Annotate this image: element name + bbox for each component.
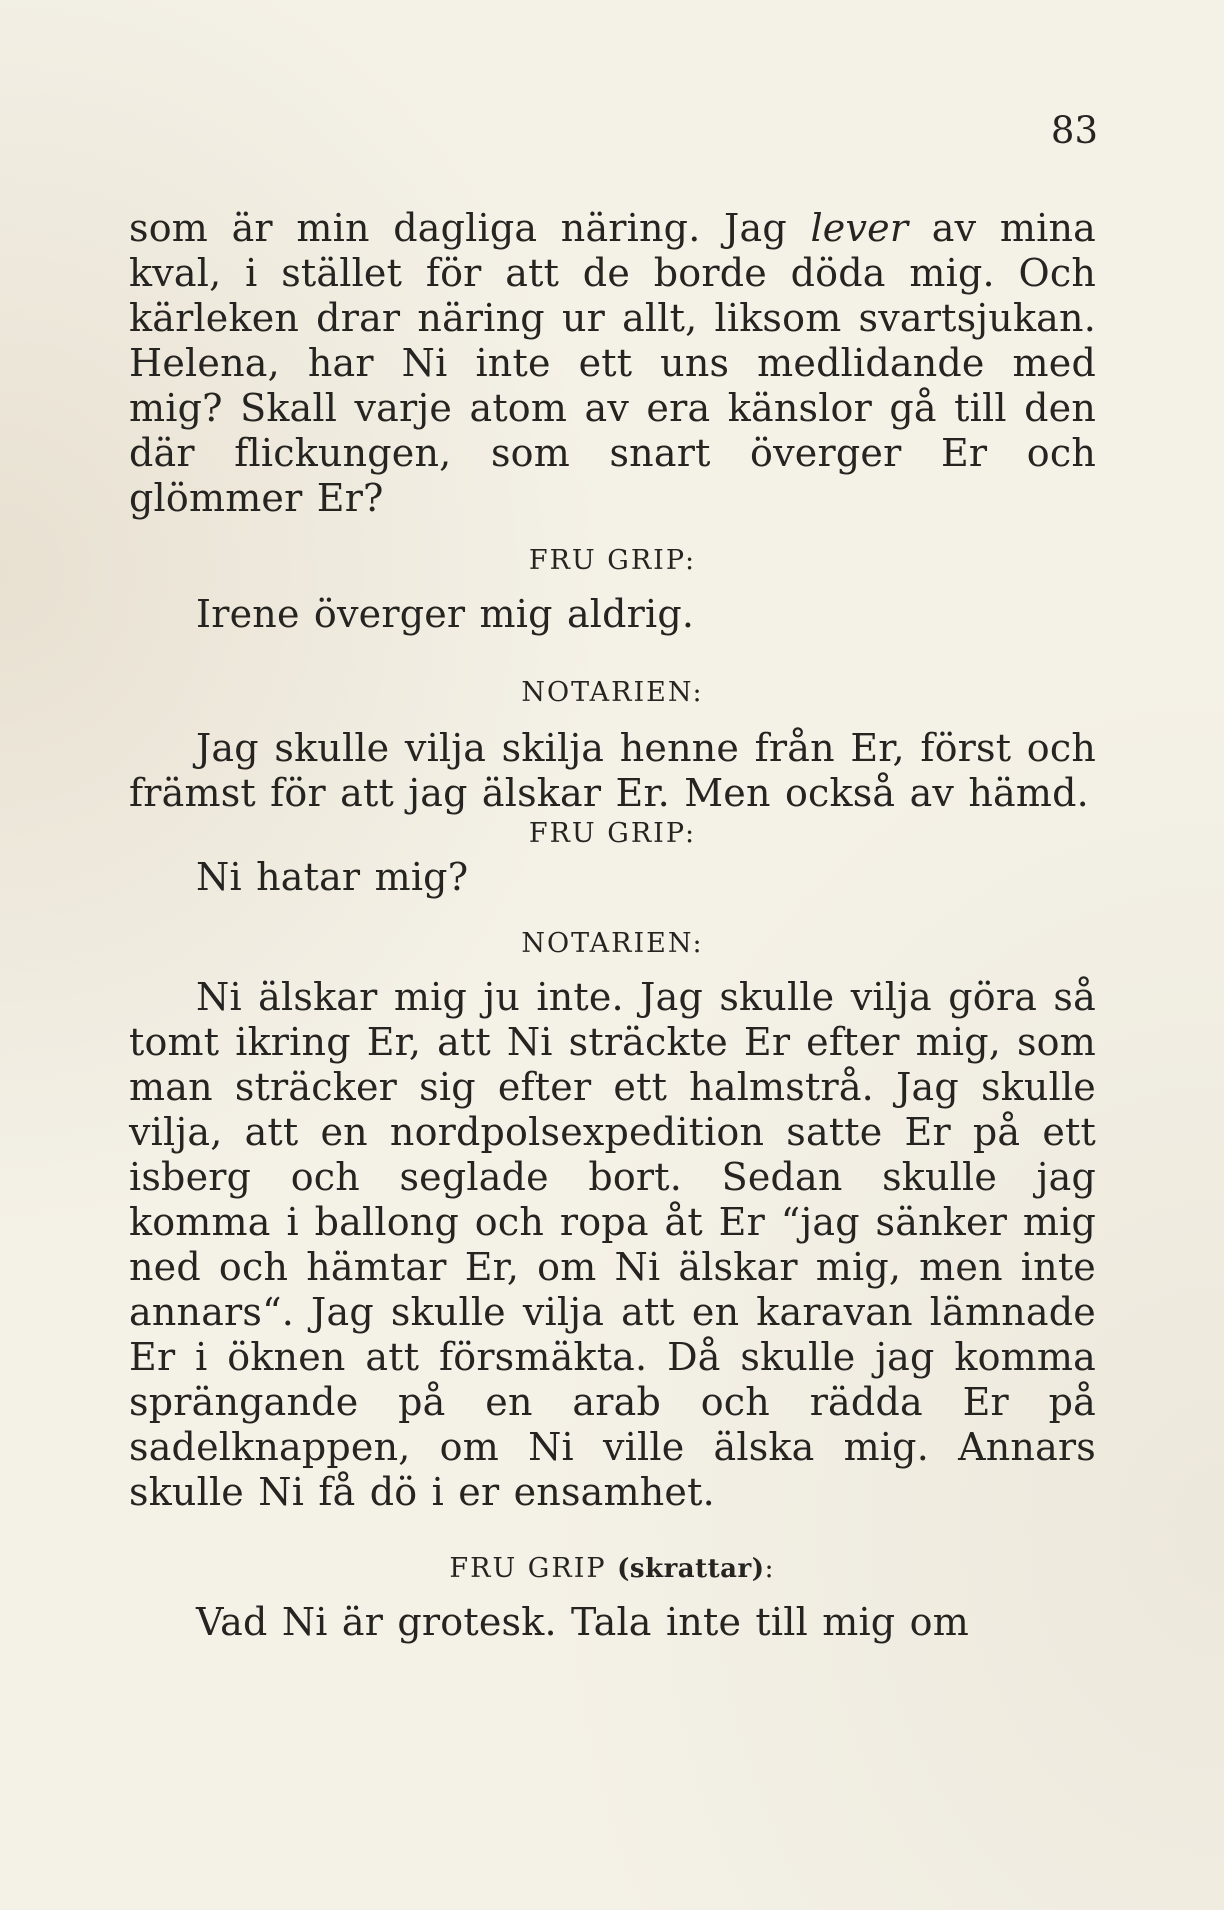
dialogue-paragraph: [129, 206, 1096, 521]
emphasized-word: lever: [810, 206, 909, 250]
dialogue-paragraph: Vad Ni är grotesk. Tala inte till mig om: [196, 1600, 969, 1644]
speaker-colon: :: [764, 1553, 776, 1584]
page-number: 83: [1050, 109, 1098, 152]
dialogue-paragraph: Ni hatar mig?: [196, 855, 469, 899]
speaker-name: FRU GRIP:: [528, 818, 697, 849]
speaker-name-text: FRU GRIP: [449, 1553, 607, 1584]
paragraph-text: som är min dagliga näring. Jag: [129, 206, 811, 250]
speaker-name: FRU GRIP:: [528, 545, 697, 576]
paragraph-text: av mina kval, i stället för att de borde döda mig. Och kärleken drar näring ur allt, liksom svartsjukan. Helena, har Ni inte ett uns medlidande med mig? Skall varje atom av era känslor gå till den där flickungen, som snart överger Er och glömmer Er?: [129, 206, 1096, 520]
dialogue-paragraph: Jag skulle vilja skilja henne från Er, först och främst för att jag älskar Er. Men också av hämd.: [129, 726, 1096, 815]
page-body: [129, 206, 1096, 1645]
speaker-name: [129, 1555, 1096, 1582]
dialogue-paragraph: Ni älskar mig ju inte. Jag skulle vilja göra så tomt ikring Er, att Ni sträckte Er efter mig, som man sträcker sig efter ett halmstrå. Jag skulle vilja, att en nordpolsexpedition satte Er på ett isberg och seglade bort. Sedan skulle jag komma i ballong och ropa åt Er “jag sänker mig ned och hämtar Er, om Ni älskar mig, men inte annars“. Jag skulle vilja att en karavan lämnade Er i öknen att försmäkta. Då skulle jag komma sprängande på en arab och rädda Er på sadelknappen, om Ni ville älska mig. Annars skulle Ni få dö i er ensamhet.: [129, 975, 1096, 1514]
dialogue-paragraph: Irene överger mig aldrig.: [196, 592, 695, 636]
speaker-name: NOTARIEN:: [521, 677, 704, 708]
speaker-name: NOTARIEN:: [521, 928, 704, 959]
stage-direction: (skrattar): [617, 1554, 765, 1584]
